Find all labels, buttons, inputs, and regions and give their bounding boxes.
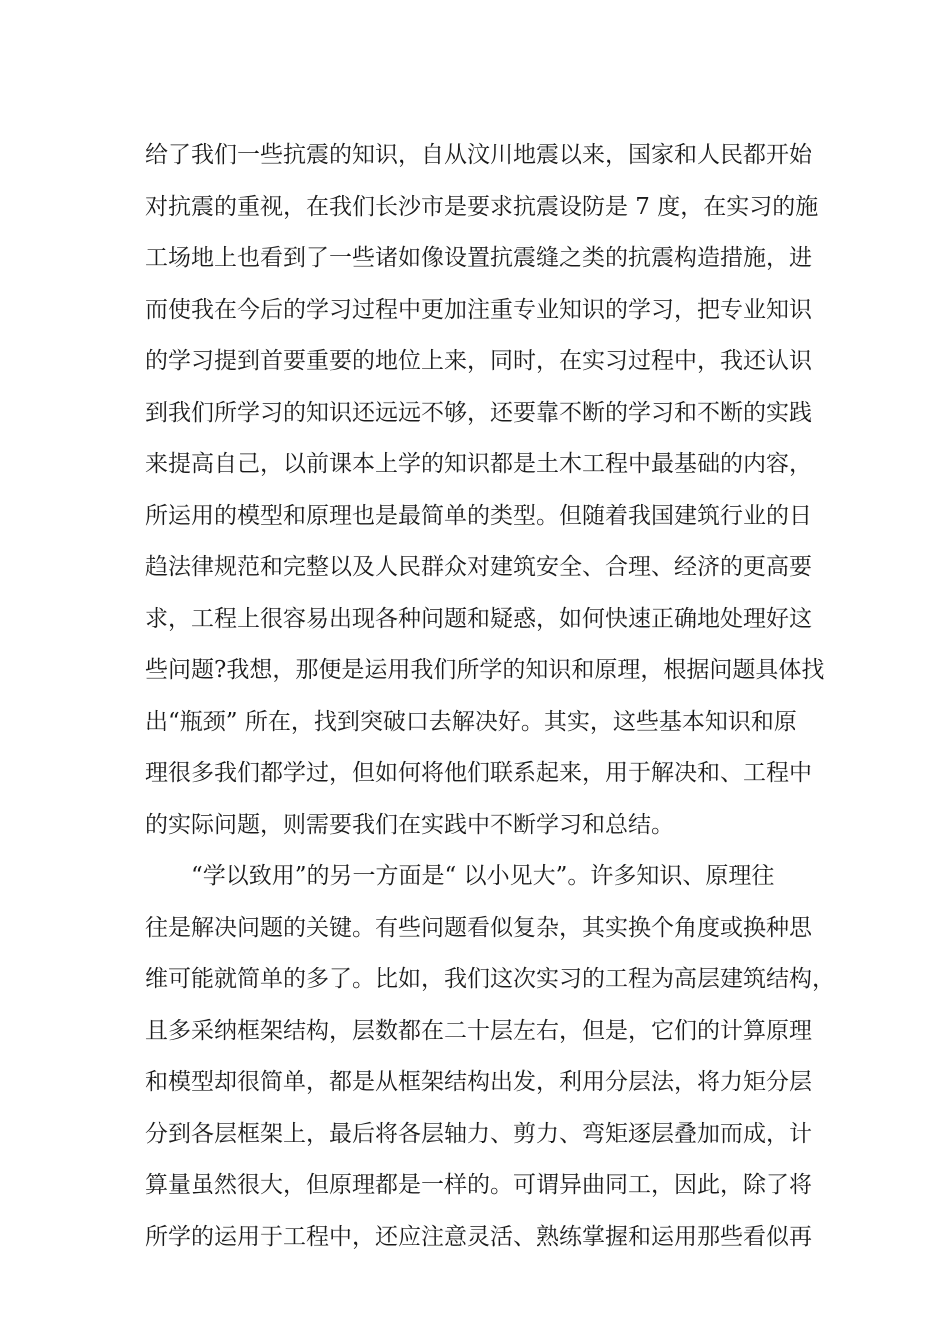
text-line: 趋法律规范和完整以及人民群众对建筑安全、合理、经济的更高要 xyxy=(145,554,812,580)
paragraph-first-line: “学以致用”的另一方面是“ 以小见大”。许多知识、原理往 xyxy=(191,863,775,889)
text-line: 出“瓶颈” 所在，找到突破口去解决好。其实，这些基本知识和原 xyxy=(145,708,797,735)
text-line: 到我们所学习的知识还远远不够，还要靠不断的学习和不断的实践 xyxy=(145,399,812,426)
text-line: 所运用的模型和原理也是最简单的类型。但随着我国建筑行业的日 xyxy=(145,502,812,529)
text-line: 分到各层框架上，最后将各层轴力、剪力、弯矩逐层叠加而成，计 xyxy=(145,1120,812,1147)
text-line: 对抗震的重视，在我们长沙市是要求抗震设防是 7 度，在实习的施 xyxy=(145,193,819,220)
text-line: 来提高自己，以前课本上学的知识都是土木工程中最基础的内容， xyxy=(145,451,812,477)
text-line: 理很多我们都学过，但如何将他们联系起来，用于解决和、工程中 xyxy=(145,760,812,786)
text-line: 求，工程上很容易出现各种问题和疑惑，如何快速正确地处理好这 xyxy=(145,605,812,632)
text-line: 些问题?我想，那便是运用我们所学的知识和原理，根据问题具体找 xyxy=(145,657,825,683)
text-line: 而使我在今后的学习过程中更加注重专业知识的学习，把专业知识 xyxy=(145,296,812,323)
text-line: 算量虽然很大，但原理都是一样的。可谓异曲同工，因此，除了将 xyxy=(145,1172,812,1198)
text-line: 给了我们一些抗震的知识，自从汶川地震以来，国家和人民都开始 xyxy=(145,142,812,168)
text-line: 的学习提到首要重要的地位上来，同时，在实习过程中，我还认识 xyxy=(145,348,812,374)
text-line: 所学的运用于工程中，还应注意灵活、熟练掌握和运用那些看似再 xyxy=(145,1223,812,1250)
text-line: 和模型却很简单，都是从框架结构出发，利用分层法，将力矩分层 xyxy=(145,1069,812,1095)
text-line: 工场地上也看到了一些诸如像设置抗震缝之类的抗震构造措施，进 xyxy=(145,245,812,271)
text-line: 往是解决问题的关键。有些问题看似复杂，其实换个角度或换种思 xyxy=(145,914,812,941)
text-line: 的实际问题，则需要我们在实践中不断学习和总结。 xyxy=(145,811,674,838)
body-text xyxy=(145,130,845,1263)
text-line: 维可能就简单的多了。比如，我们这次实习的工程为高层建筑结构， xyxy=(145,966,835,992)
text-line: 且多采纳框架结构，层数都在二十层左右，但是，它们的计算原理 xyxy=(145,1017,812,1044)
